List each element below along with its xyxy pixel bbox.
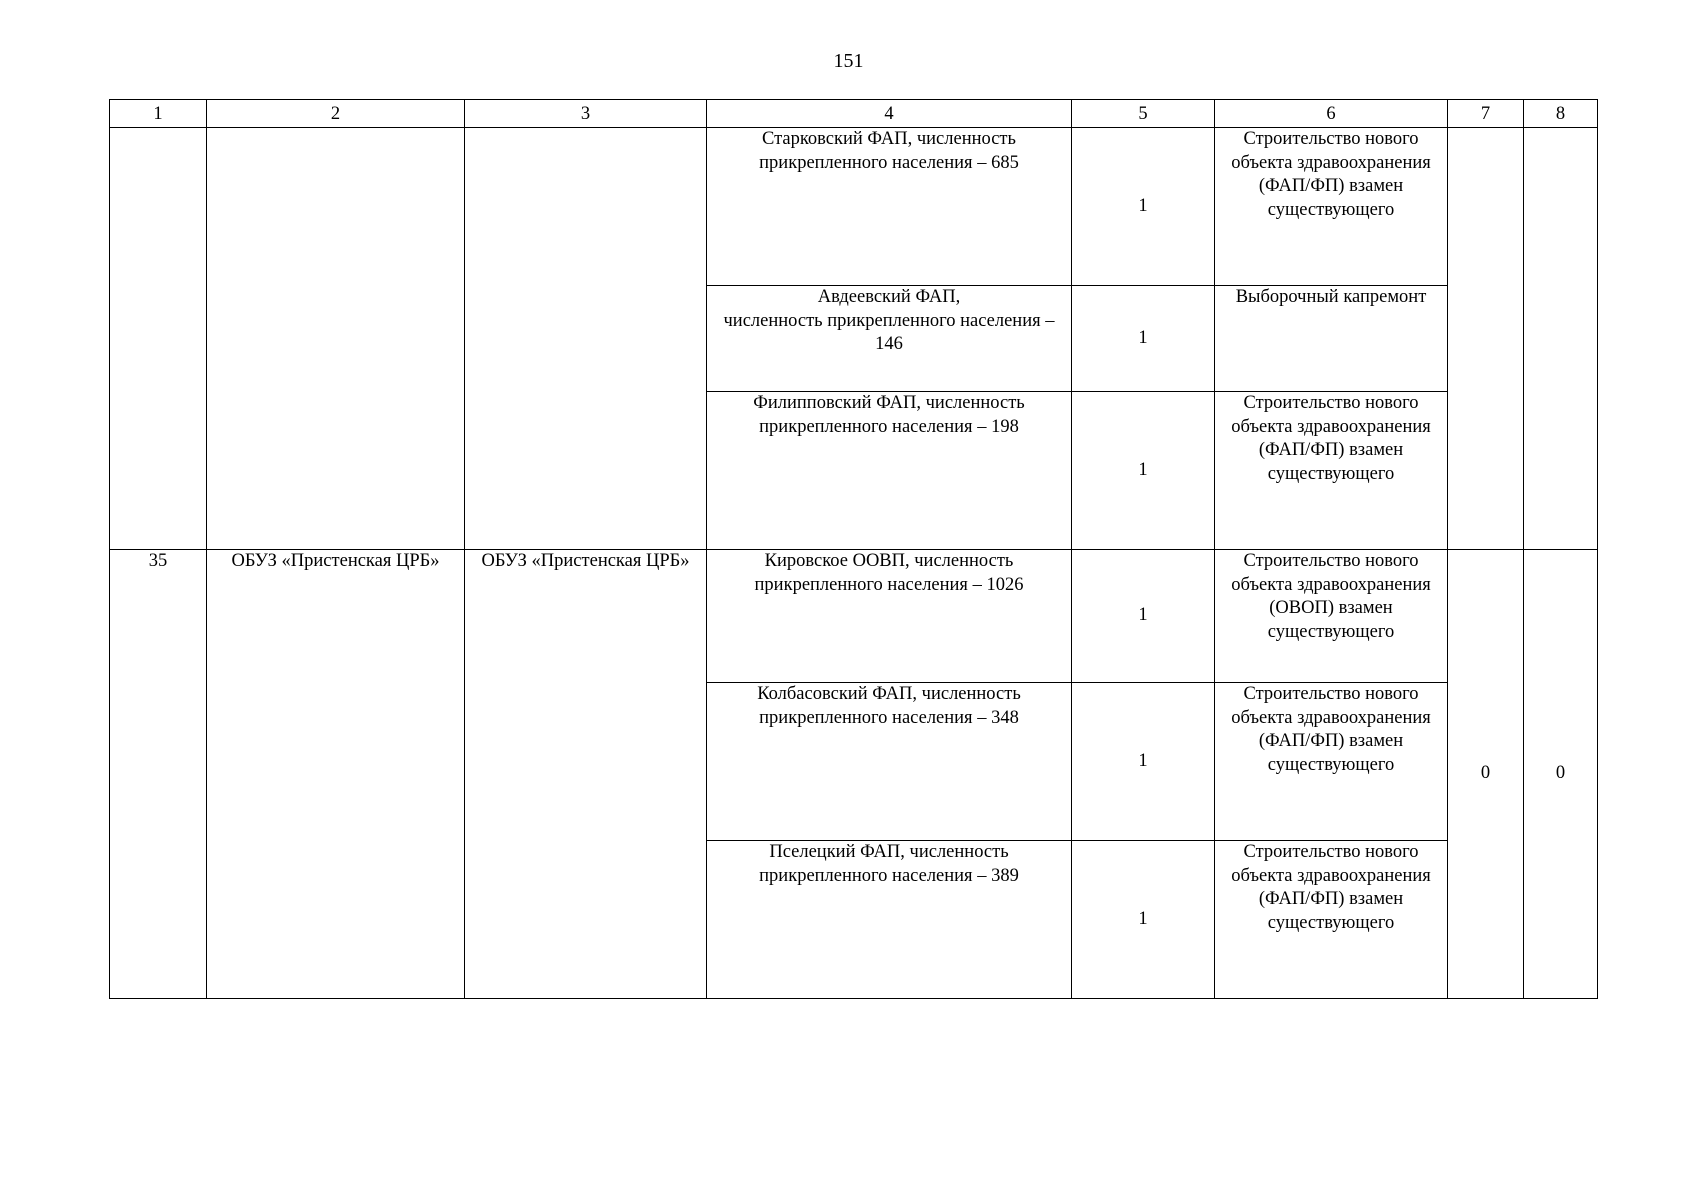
action-cell: Строительство нового объекта здравоохранения (ФАП/ФП) взамен существующего bbox=[1215, 128, 1448, 286]
table-row bbox=[110, 128, 1598, 286]
facility-cell: Колбасовский ФАП, численность прикрепленного населения – 348 bbox=[707, 683, 1072, 841]
organization-cell: ОБУЗ «Пристенская ЦРБ» bbox=[207, 550, 465, 999]
facility-cell: Пселецкий ФАП, численность прикрепленного населения – 389 bbox=[707, 841, 1072, 999]
action-cell: Строительство нового объекта здравоохранения (ОВОП) взамен существующего bbox=[1215, 550, 1448, 683]
facility-cell: Филипповский ФАП, численность прикрепленного населения – 198 bbox=[707, 392, 1072, 550]
action-cell: Строительство нового объекта здравоохранения (ФАП/ФП) взамен существующего bbox=[1215, 392, 1448, 550]
action-cell: Строительство нового объекта здравоохранения (ФАП/ФП) взамен существующего bbox=[1215, 683, 1448, 841]
count-cell: 1 bbox=[1072, 128, 1215, 286]
facilities-table bbox=[109, 99, 1598, 999]
col7-cell: 0 bbox=[1448, 550, 1524, 999]
column-header: 2 bbox=[207, 100, 465, 128]
number-cell-empty bbox=[110, 128, 207, 550]
column-header: 6 bbox=[1215, 100, 1448, 128]
count-cell: 1 bbox=[1072, 841, 1215, 999]
action-cell: Строительство нового объекта здравоохранения (ФАП/ФП) взамен существующего bbox=[1215, 841, 1448, 999]
column-number-row bbox=[110, 100, 1598, 128]
count-cell: 1 bbox=[1072, 286, 1215, 392]
operator-cell-empty bbox=[465, 128, 707, 550]
count-cell: 1 bbox=[1072, 550, 1215, 683]
number-cell: 35 bbox=[110, 550, 207, 999]
column-header: 8 bbox=[1524, 100, 1598, 128]
column-header: 3 bbox=[465, 100, 707, 128]
page-number: 151 bbox=[833, 50, 864, 72]
facility-cell: Кировское ООВП, численность прикрепленного населения – 1026 bbox=[707, 550, 1072, 683]
column-header: 5 bbox=[1072, 100, 1215, 128]
count-cell: 1 bbox=[1072, 683, 1215, 841]
column-header: 7 bbox=[1448, 100, 1524, 128]
facility-cell: Старковский ФАП, численность прикрепленного населения – 685 bbox=[707, 128, 1072, 286]
facility-cell: Авдеевский ФАП, численность прикрепленного населения – 146 bbox=[707, 286, 1072, 392]
count-cell: 1 bbox=[1072, 392, 1215, 550]
col8-cell: 0 bbox=[1524, 550, 1598, 999]
organization-cell-empty bbox=[207, 128, 465, 550]
operator-cell: ОБУЗ «Пристенская ЦРБ» bbox=[465, 550, 707, 999]
column-header: 4 bbox=[707, 100, 1072, 128]
action-cell: Выборочный капремонт bbox=[1215, 286, 1448, 392]
col8-cell-empty bbox=[1524, 128, 1598, 550]
col7-cell-empty bbox=[1448, 128, 1524, 550]
column-header: 1 bbox=[110, 100, 207, 128]
table-row bbox=[110, 550, 1598, 683]
